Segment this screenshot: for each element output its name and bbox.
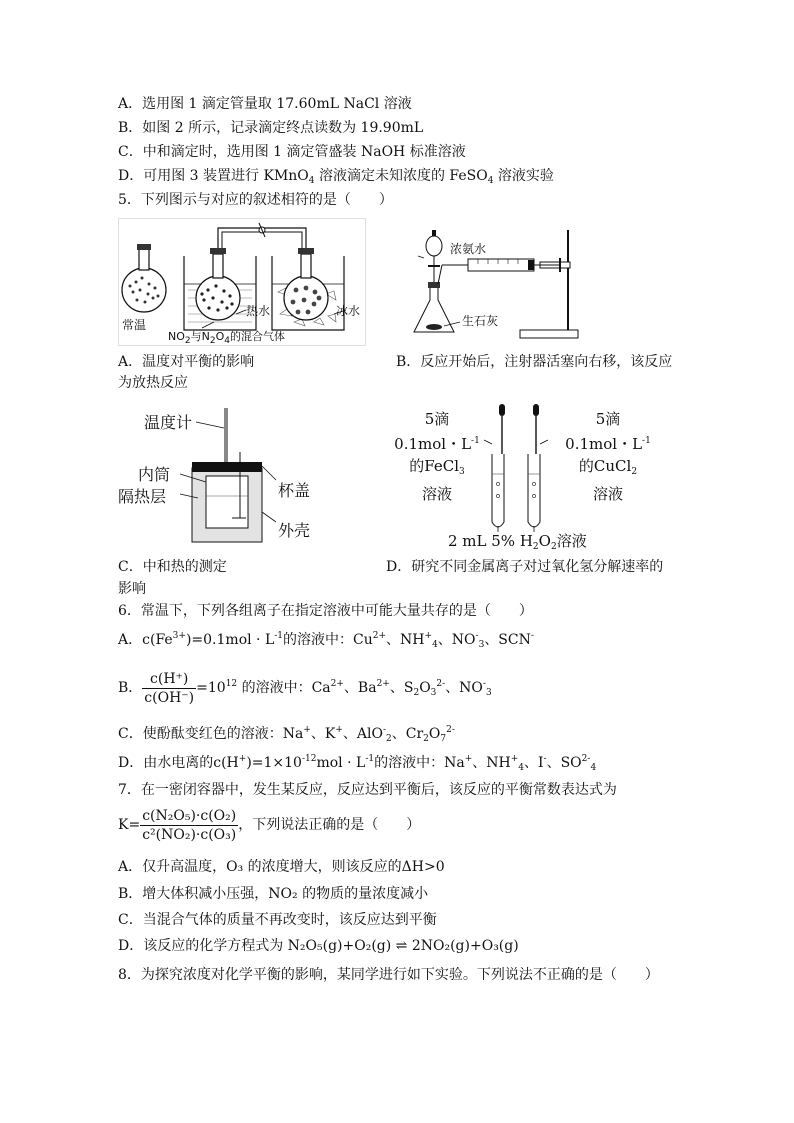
- q7-stem: 7．在一密闭容器中，发生某反应，反应达到平衡后，该反应的平衡常数表达式为: [118, 782, 617, 798]
- figure-a-temperature: [118, 218, 366, 346]
- label-fecl3: 的FeCl$_3$: [409, 457, 465, 477]
- label-drops-right: 5滴: [595, 410, 621, 428]
- label-gas-mixture: $NO_2$与$N_2O_4$的混合气体: [168, 330, 285, 346]
- q4-d-text-post: 溶液实验: [493, 168, 554, 184]
- label-conc-left: 0.1mol・$L^{-1}$: [394, 435, 480, 453]
- figure-c-calorimeter: [118, 400, 320, 550]
- q6-option-b: B． $\frac{c(H^+)}{c(OH^-)}$ $=10^{12}$ 的溶液中：$Ca^{2+}$、$Ba^{2+}$、$S_2O_3^{2-}$、$NO^-_3$: [118, 670, 492, 706]
- q4-d-text: D．可用图 3 装置进行 KMnO: [118, 168, 309, 184]
- label-drops-left: 5滴: [424, 410, 450, 428]
- q5-stem: 5．下列图示与对应的叙述相符的是（ ）: [118, 192, 393, 208]
- q6-option-c: C．使酚酞变红色的溶液：Na+、K+、AlO-$_2$、$Cr_2O_7^{2-}$: [118, 725, 455, 744]
- label-ammonia: 浓氨水: [450, 242, 487, 256]
- label-normal-temp: 常温: [122, 318, 147, 332]
- label-cucl2-group: [556, 408, 660, 505]
- label-cucl2: 的CuCl$_2$: [578, 457, 638, 477]
- label-fecl3-group: [388, 408, 486, 505]
- label-insulation: 隔热层: [118, 487, 167, 506]
- q4-option-c: C．中和滴定时，选用图 1 滴定管盛装 NaOH 标准溶液: [118, 144, 466, 160]
- q7-k-expression: K= $\frac{\text{c(N₂O₅)·c(O₂)}}{\text{c²(NO₂)·c(O₃)}}$ ，下列说法正确的是（ ）: [118, 807, 421, 843]
- q4-option-b: B．如图 2 所示，记录滴定终点读数为 19.90mL: [118, 120, 424, 136]
- q5-option-c: C．中和热的测定: [118, 559, 227, 575]
- label-hot-water: 热水: [246, 304, 271, 318]
- q5-option-a: A．温度对平衡的影响: [118, 354, 255, 370]
- label-quicklime: 生石灰: [462, 314, 499, 328]
- label-conc-right: 0.1mol・$L^{-1}$: [565, 435, 651, 453]
- q7-option-b: B．增大体积减小压强，NO₂ 的物质的量浓度减小: [118, 886, 429, 902]
- q5-option-d-line1: D．研究不同金属离子对过氧化氢分解速率的: [386, 559, 664, 575]
- q7-k-fraction: $\frac{\text{c(N₂O₅)·c(O₂)}}{\text{c²(NO₂)·c(O₃)}}$: [142, 807, 237, 843]
- q4-d-sub: 4: [308, 176, 315, 186]
- q4-option-d: [118, 167, 554, 190]
- q7-option-a: A．仅升高温度，O₃ 的浓度增大，则该反应的ΔH>0: [118, 859, 445, 875]
- figure-b-syringe: [410, 226, 590, 342]
- q5-option-b-line2: 为放热反应: [118, 375, 188, 391]
- figure-b-drawing: [410, 226, 590, 342]
- q4-option-a: A．选用图 1 滴定管量取 17.60mL NaCl 溶液: [118, 96, 412, 112]
- q5-option-d-line2: 影响: [118, 581, 146, 597]
- q8-stem: 8．为探究浓度对化学平衡的影响，某同学进行如下实验。下列说法不正确的是（ ）: [118, 967, 659, 983]
- q4-d-text-mid: 溶液滴定未知浓度的 FeSO: [314, 168, 488, 184]
- label-h2o2: 2 mL 5% $H_2O_2$溶液: [448, 532, 587, 552]
- q6-stem: 6．常温下，下列各组离子在指定溶液中可能大量共存的是（ ）: [118, 603, 533, 619]
- q4-d-sub: 4: [487, 176, 494, 186]
- label-solution-left: 溶液: [421, 485, 452, 503]
- label-solution-right: 溶液: [592, 485, 623, 503]
- label-ice-water: 冰水: [336, 304, 361, 318]
- figure-a-drawing: [118, 218, 366, 346]
- q7-option-d: D．该反应的化学方程式为 N₂O₅(g)+O₂(g) ⇌ 2NO₂(g)+O₃(g): [118, 938, 519, 954]
- label-lid: 杯盖: [278, 481, 311, 500]
- label-shell: 外壳: [278, 521, 311, 540]
- q6-b-fraction: $\frac{c(H^+)}{c(OH^-)}$: [144, 670, 195, 706]
- q7-option-c: C．当混合气体的质量不再改变时，该反应达到平衡: [118, 912, 437, 928]
- label-inner-cup: 内筒: [138, 465, 171, 484]
- figure-d-h2o2: [388, 404, 658, 554]
- q6-option-a: A．$c(Fe^{3+})=0.1mol \cdot L^{-1}$的溶液中：$Cu^{2+}$、$NH^+_4$、$NO^-_3$、SCN-: [118, 631, 534, 650]
- q5-option-b-line1: B．反应开始后，注射器活塞向右移，该反应: [396, 354, 673, 370]
- label-thermometer: 温度计: [144, 413, 193, 432]
- q6-option-d: D．由水电离的$c(H^+)=1\times 10^{-12}mol \cdot L^{-1}$的溶液中：Na+、$NH^+_4$、I-、$SO^{2-}_4$: [118, 754, 597, 773]
